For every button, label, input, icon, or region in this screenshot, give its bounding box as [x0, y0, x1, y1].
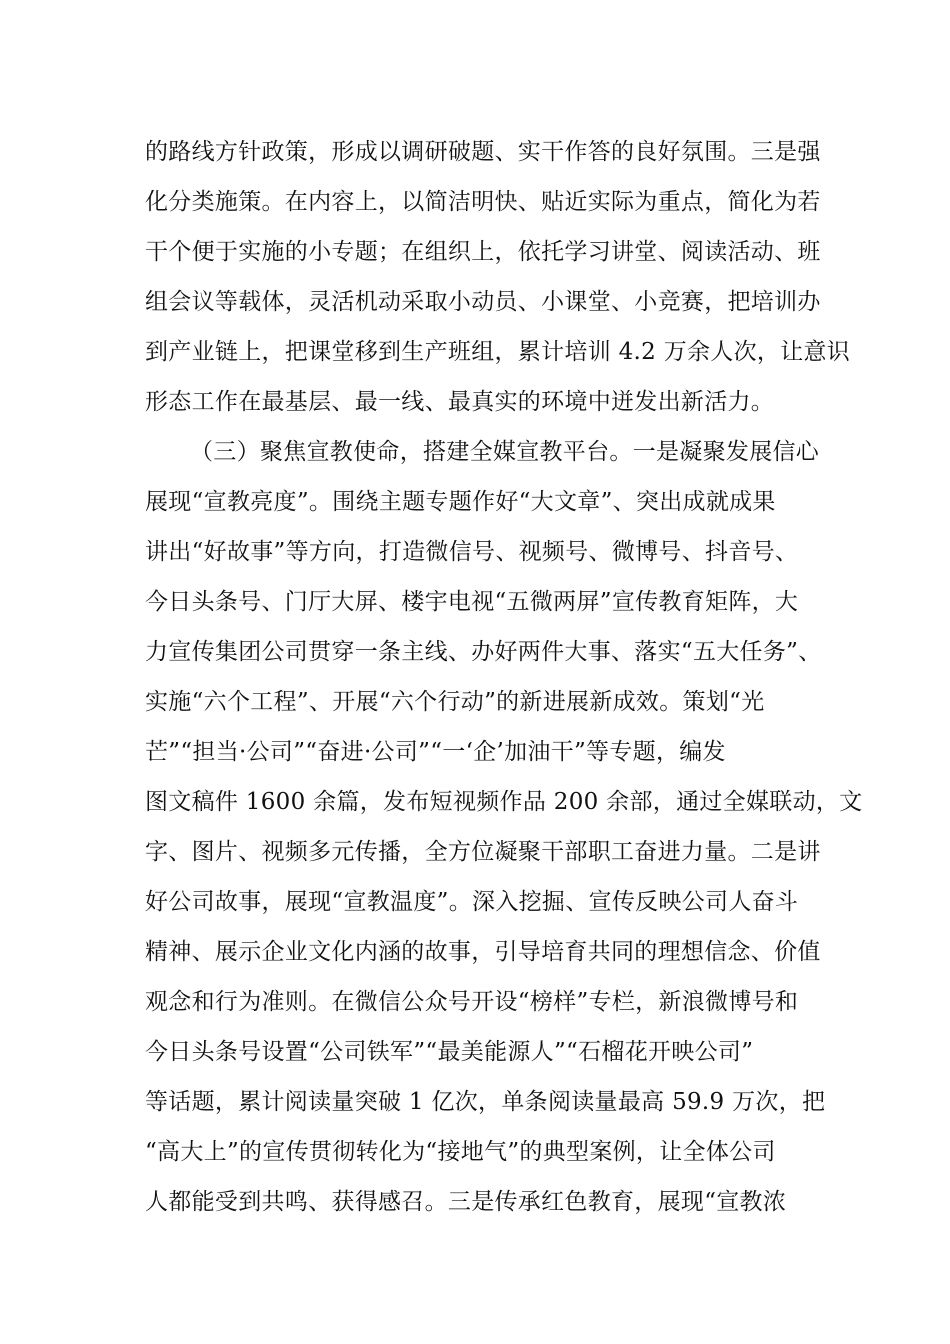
text-line: 展现“宣教亮度”。围绕主题专题作好“大文章”、突出成就成果 — [145, 489, 776, 515]
text-line: 实施“六个工程”、开展“六个行动”的新进展新成效。策划“光 — [145, 689, 765, 715]
text-line: 等话题，累计阅读量突破 1 亿次，单条阅读量最高 59.9 万次，把 — [145, 1089, 826, 1115]
text-line: 的路线方针政策，形成以调研破题、实干作答的良好氛围。三是强 — [145, 139, 821, 165]
text-line: 力宣传集团公司贯穿一条主线、办好两件大事、落实“五大任务”、 — [145, 639, 822, 665]
text-line: 字、图片、视频多元传播，全方位凝聚干部职工奋进力量。二是讲 — [145, 839, 821, 865]
text-line: 好公司故事，展现“宣教温度”。深入挖掘、宣传反映公司人奋斗 — [145, 889, 799, 915]
text-line: 形态工作在最基层、最一线、最真实的环境中迸发出新活力。 — [145, 389, 775, 415]
section-heading-line: （三）聚焦宣教使命，搭建全媒宣教平台。一是凝聚发展信心 — [190, 439, 820, 465]
text-line: 观念和行为准则。在微信公众号开设“榜样”专栏，新浪微博号和 — [145, 989, 799, 1015]
text-line: 芒”“担当·公司”“奋进·公司”“一‘企’加油干”等专题，编发 — [145, 739, 726, 765]
text-line: 人都能受到共鸣、获得感召。三是传承红色教育，展现“宣教浓 — [145, 1189, 787, 1215]
text-line: 图文稿件 1600 余篇，发布短视频作品 200 余部，通过全媒联动，文 — [145, 789, 863, 815]
text-line: 干个便于实施的小专题；在组织上，依托学习讲堂、阅读活动、班 — [145, 239, 821, 265]
text-line: 精神、展示企业文化内涵的故事，引导培育共同的理想信念、价值 — [145, 939, 821, 965]
text-line: “高大上”的宣传贯彻转化为“接地气”的典型案例，让全体公司 — [145, 1139, 776, 1165]
text-line: 今日头条号设置“公司铁军”“最美能源人”“石榴花开映公司” — [145, 1039, 754, 1065]
text-line: 讲出“好故事”等方向，打造微信号、视频号、微博号、抖音号、 — [145, 539, 799, 565]
text-line: 组会议等载体，灵活机动采取小动员、小课堂、小竞赛，把培训办 — [145, 289, 821, 315]
text-line: 今日头条号、门厅大屏、楼宇电视“五微两屏”宣传教育矩阵，大 — [145, 589, 799, 615]
text-line: 化分类施策。在内容上，以简洁明快、贴近实际为重点，简化为若 — [145, 189, 821, 215]
text-line: 到产业链上，把课堂移到生产班组，累计培训 4.2 万余人次，让意识 — [145, 339, 851, 365]
